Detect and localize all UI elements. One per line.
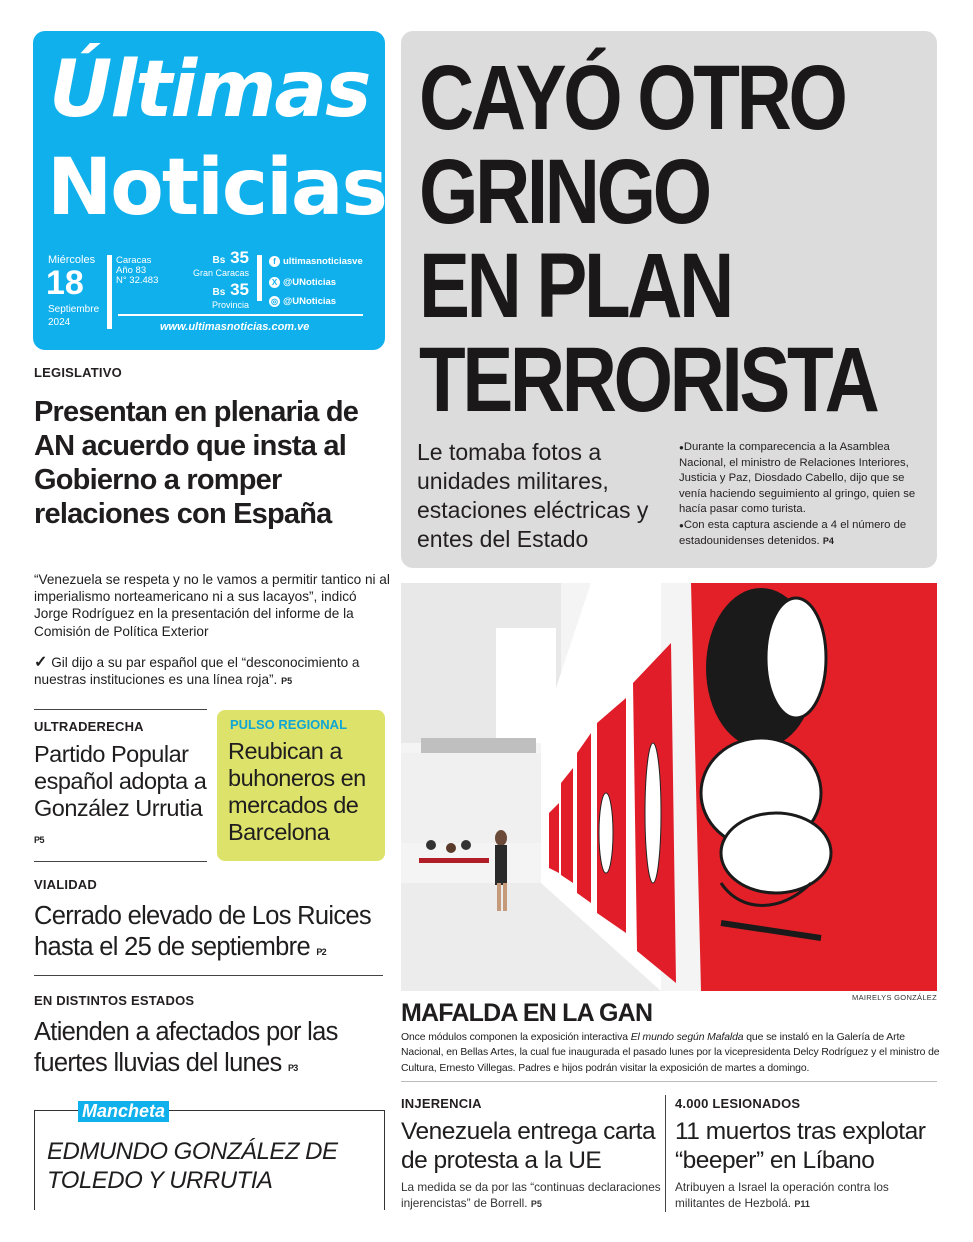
social-handle: ultimasnoticiasve bbox=[283, 255, 363, 267]
caption-mafalda bbox=[401, 1030, 941, 1076]
page-ref: P5 bbox=[281, 676, 293, 687]
photo-credit: MAIRELYS GONZÁLEZ bbox=[852, 993, 937, 1002]
headline-text: Cerrado elevado de Los Ruices hasta el 25 de septiembre bbox=[34, 902, 371, 961]
lead-subtitle: Le tomaba fotos a unidades militares, estaciones eléctricas y entes del Estado bbox=[417, 439, 649, 552]
headline-vialidad[interactable] bbox=[34, 901, 390, 968]
price-value: 35 bbox=[230, 280, 249, 299]
divider bbox=[34, 975, 383, 976]
logo-line-2: Noticias bbox=[47, 143, 386, 233]
day-number: 18 bbox=[46, 264, 84, 302]
price-gran-caracas bbox=[179, 249, 249, 266]
headline-ultraderecha[interactable] bbox=[34, 741, 209, 854]
body-text: Atribuyen a Israel la operación contra los militantes de Hezbolá. bbox=[675, 1180, 889, 1210]
kicker-pulso-regional: PULSO REGIONAL bbox=[230, 717, 348, 732]
kicker-vialidad: VIALIDAD bbox=[34, 877, 97, 892]
body-injerencia bbox=[401, 1180, 661, 1212]
social-handle: @UNoticias bbox=[283, 295, 337, 307]
headline-lesionados[interactable]: 11 muertos tras explotar “beeper” en Líbano bbox=[675, 1118, 926, 1174]
lead-bullet bbox=[679, 518, 931, 549]
price-region: Gran Caracas bbox=[192, 268, 249, 278]
lead-headline-line: CAYÓ OTRO bbox=[419, 47, 845, 149]
caption-text: que se instaló en la Galería de Arte Nacional, en Bellas Artes, la cual fue inaugurada el pasado lunes por la vicepresidenta Delcy Rodríguez y el ministro de Cultura, Ernesto Villegas. Padres e hijos podrán visitar la exposición de martes a domingo. bbox=[401, 1032, 940, 1074]
currency: Bs bbox=[212, 287, 226, 298]
day-name: Miércoles bbox=[48, 254, 96, 266]
divider bbox=[34, 709, 207, 710]
divider bbox=[118, 314, 363, 316]
divider bbox=[34, 861, 207, 862]
social-instagram[interactable] bbox=[269, 296, 336, 307]
masthead bbox=[33, 31, 385, 350]
kicker-lesionados: 4.000 LESIONADOS bbox=[675, 1096, 801, 1111]
kicker-estados: EN DISTINTOS ESTADOS bbox=[34, 993, 195, 1008]
website-link[interactable]: www.ultimasnoticias.com.ve bbox=[160, 321, 310, 333]
lead-bullet-text: Con esta captura asciende a 4 el número de estadounidenses detenidos. bbox=[679, 518, 907, 547]
edition-year: Año 83 bbox=[116, 265, 147, 276]
social-x[interactable] bbox=[269, 277, 336, 288]
mafalda-photo bbox=[401, 583, 937, 991]
price-value: 35 bbox=[230, 248, 249, 267]
divider bbox=[401, 1081, 937, 1082]
x-icon: X bbox=[269, 277, 280, 288]
page-ref: P3 bbox=[287, 1063, 298, 1073]
headline-pulso-regional[interactable]: Reubican a buhoneros en mercados de Barcelona bbox=[228, 738, 366, 845]
city: Caracas bbox=[116, 255, 152, 266]
caption-text: Once módulos componen la exposición interactiva bbox=[401, 1032, 631, 1043]
headline-text: Partido Popular español adopta a González Urrutia bbox=[34, 741, 207, 821]
lead-headline-line: GRINGO bbox=[419, 141, 709, 243]
headline-text: Atienden a afectados por las fuertes lluvias del lunes bbox=[34, 1018, 338, 1077]
body-text: Gil dijo a su par español que el “desconocimiento a nuestras instituciones es una línea roja”. bbox=[34, 655, 360, 688]
page-ref: P4 bbox=[822, 535, 834, 546]
page-ref: P5 bbox=[34, 835, 45, 845]
body-text: La medida se da por las “continuas declaraciones injerencistas” de Borrell. bbox=[401, 1180, 661, 1210]
divider bbox=[665, 1095, 666, 1212]
currency: Bs bbox=[212, 255, 226, 266]
page-ref: P2 bbox=[316, 947, 326, 957]
lead-bullet: ● Durante la comparecencia a la Asamblea Nacional, el ministro de Relaciones Interiores, Justicia y Paz, Diosdado Cabello, dijo que se venía haciendo seguimiento al gringo, quien se hacía pasar como turista. bbox=[679, 440, 931, 518]
kicker-legislativo: LEGISLATIVO bbox=[34, 365, 122, 380]
lead-headline-line: EN PLAN bbox=[419, 235, 731, 337]
photo-illustration bbox=[401, 583, 937, 991]
page-ref: P5 bbox=[530, 1198, 542, 1209]
social-facebook[interactable] bbox=[269, 256, 363, 267]
logo-line-1: Últimas bbox=[49, 45, 370, 135]
body-legislativo: “Venezuela se respeta y no le vamos a permitir tantico ni al imperialismo norteamericano ni a sus lacayos”, indicó Jorge Rodríguez en la presentación del informe de la Comisión de Política Exterior bbox=[34, 572, 390, 639]
headline-estados[interactable] bbox=[34, 1017, 390, 1084]
divider bbox=[107, 255, 112, 329]
price-provincia bbox=[179, 281, 249, 298]
pulso-regional-box bbox=[217, 710, 385, 861]
mancheta-text: EDMUNDO GONZÁLEZ DE TOLEDO Y URRUTIA bbox=[47, 1138, 338, 1194]
instagram-icon: ◎ bbox=[269, 296, 280, 307]
mancheta-label: Mancheta bbox=[78, 1101, 169, 1122]
check-icon: ✓ bbox=[34, 654, 48, 671]
headline-injerencia[interactable]: Venezuela entrega carta de protesta a la UE bbox=[401, 1118, 656, 1174]
body-legislativo-2 bbox=[34, 654, 390, 690]
body-lesionados bbox=[675, 1180, 935, 1212]
edition-number: N° 32.483 bbox=[116, 275, 159, 286]
lead-headline-line: TERRORISTA bbox=[419, 329, 877, 431]
divider bbox=[257, 255, 262, 301]
kicker-injerencia: INJERENCIA bbox=[401, 1096, 482, 1111]
headline-mafalda[interactable]: MAFALDA EN LA GAN bbox=[401, 999, 653, 1027]
page-ref: P11 bbox=[794, 1198, 810, 1209]
facebook-icon: f bbox=[269, 256, 280, 267]
month: Septiembre bbox=[48, 304, 100, 315]
year: 2024 bbox=[48, 317, 71, 328]
headline-legislativo[interactable]: Presentan en plenaria de AN acuerdo que insta al Gobierno a romper relaciones con España bbox=[34, 396, 359, 530]
lead-headline bbox=[419, 47, 877, 431]
kicker-ultraderecha: ULTRADERECHA bbox=[34, 719, 144, 734]
lead-story bbox=[401, 31, 937, 568]
lead-bullets bbox=[679, 440, 931, 549]
price-region: Provincia bbox=[211, 300, 249, 310]
caption-title: El mundo según Mafalda bbox=[630, 1032, 744, 1043]
social-handle: @UNoticias bbox=[283, 276, 337, 288]
